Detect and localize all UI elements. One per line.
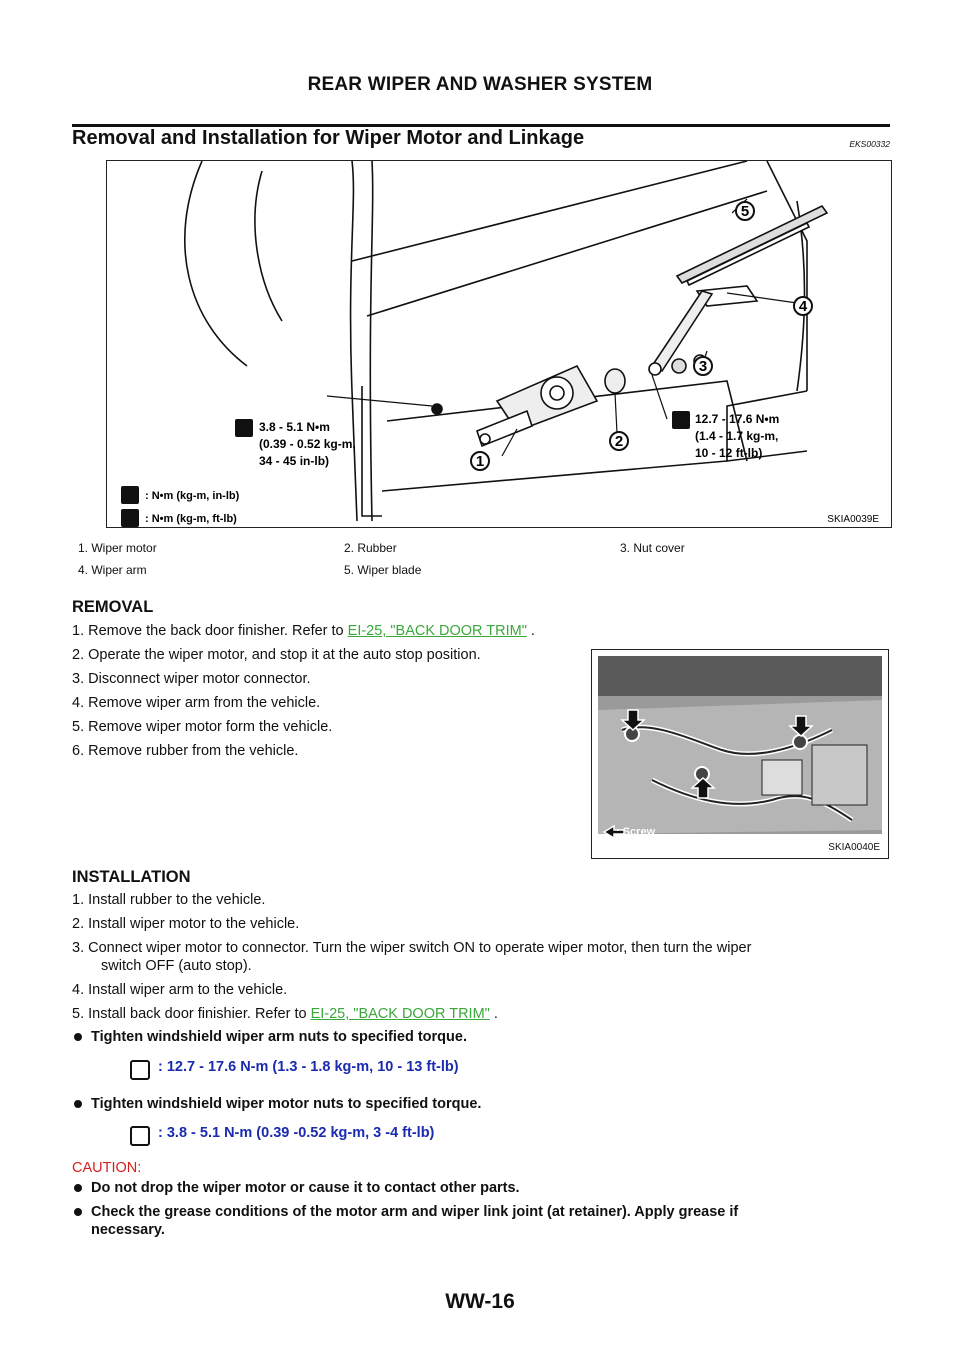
wiper-linkage-illustration bbox=[107, 161, 891, 527]
part-2: 2. Rubber bbox=[344, 541, 397, 555]
removal-step-6: 6. Remove rubber from the vehicle. bbox=[72, 743, 299, 759]
screw-location-photo bbox=[591, 649, 889, 859]
installation-step-1: 1. Install rubber to the vehicle. bbox=[72, 892, 266, 908]
bullet-dot bbox=[74, 1184, 82, 1192]
page-header: REAR WIPER AND WASHER SYSTEM bbox=[307, 74, 653, 95]
installation-step-3-cont: switch OFF (auto stop). bbox=[101, 958, 252, 974]
removal-step-4: 4. Remove wiper arm from the vehicle. bbox=[72, 695, 321, 711]
part-1: 1. Wiper motor bbox=[78, 541, 157, 555]
callout-1: 1 bbox=[475, 453, 485, 470]
removal-back-door-trim-link[interactable]: EI-25, "BACK DOOR TRIM" bbox=[347, 623, 527, 639]
page-number: WW-16 bbox=[445, 1290, 515, 1313]
caution-label: CAUTION: bbox=[72, 1160, 142, 1176]
parts-legend bbox=[72, 537, 890, 581]
callout-2: 2 bbox=[614, 433, 624, 450]
bullet-dot bbox=[74, 1100, 82, 1108]
figure2-id: SKIA0040E bbox=[828, 842, 880, 853]
removal-step-2: 2. Operate the wiper motor, and stop it at the auto stop position. bbox=[72, 647, 481, 663]
torque-left-line-3: 34 - 45 in-lb) bbox=[259, 454, 330, 468]
callout-5: 5 bbox=[740, 203, 750, 220]
callout-3: 3 bbox=[698, 358, 708, 375]
removal-heading: REMOVAL bbox=[72, 598, 154, 616]
installation-step-2: 2. Install wiper motor to the vehicle. bbox=[72, 916, 300, 932]
part-3: 3. Nut cover bbox=[620, 541, 685, 555]
torque-right-line-1: 12.7 - 17.6 N•m bbox=[695, 412, 780, 426]
spec-arm-torque: : 12.7 - 17.6 N-m (1.3 - 1.8 kg-m, 10 - 13 ft-lb) bbox=[158, 1059, 459, 1075]
bullet-arm-torque: Tighten windshield wiper arm nuts to specified torque. bbox=[74, 1029, 467, 1045]
caution-item-1: Do not drop the wiper motor or cause it to contact other parts. bbox=[74, 1180, 520, 1196]
torque-right-line-2: (1.4 - 1.7 kg-m, bbox=[695, 429, 779, 443]
removal-step-3: 3. Disconnect wiper motor connector. bbox=[72, 671, 311, 687]
bullet-dot bbox=[74, 1033, 82, 1041]
installation-step-3: 3. Connect wiper motor to connector. Turn the wiper switch ON to operate wiper motor, then turn the wiper bbox=[72, 940, 752, 956]
callout-4: 4 bbox=[798, 298, 808, 315]
installation-heading: INSTALLATION bbox=[72, 868, 191, 886]
unit-legend-in-lb: : N•m (kg-m, in-lb) bbox=[145, 490, 240, 502]
spec-motor-torque: : 3.8 - 5.1 N-m (0.39 -0.52 kg-m, 3 -4 ft-lb) bbox=[158, 1125, 435, 1141]
torque-left-line-2: (0.39 - 0.52 kg-m, bbox=[259, 437, 356, 451]
part-5: 5. Wiper blade bbox=[344, 563, 422, 577]
torque-left-line-1: 3.8 - 5.1 N•m bbox=[259, 420, 330, 434]
bullet-dot bbox=[74, 1208, 82, 1216]
torque-icon bbox=[130, 1060, 150, 1080]
caution-item-2: Check the grease conditions of the motor arm and wiper link joint (at retainer). Apply grease if bbox=[74, 1204, 738, 1220]
installation-step-5: 5. Install back door finishier. Refer to EI-25, "BACK DOOR TRIM" . bbox=[72, 1006, 498, 1022]
section-title: Removal and Installation for Wiper Motor and Linkage bbox=[72, 127, 585, 149]
unit-legend-ft-lb: : N•m (kg-m, ft-lb) bbox=[145, 513, 237, 525]
wiper-motor-linkage-figure bbox=[106, 160, 892, 528]
figure1-id: SKIA0039E bbox=[827, 514, 879, 525]
installation-step-4: 4. Install wiper arm to the vehicle. bbox=[72, 982, 288, 998]
screw-legend: : Screw bbox=[616, 826, 656, 838]
removal-step-1: 1. Remove the back door finisher. Refer to EI-25, "BACK DOOR TRIM" . bbox=[72, 623, 535, 639]
bullet-motor-torque: Tighten windshield wiper motor nuts to specified torque. bbox=[74, 1096, 481, 1112]
torque-icon bbox=[130, 1126, 150, 1146]
installation-back-door-trim-link[interactable]: EI-25, "BACK DOOR TRIM" bbox=[310, 1006, 490, 1022]
torque-right-line-3: 10 - 12 ft-lb) bbox=[695, 446, 763, 460]
caution-item-2-cont: necessary. bbox=[91, 1222, 165, 1238]
section-code: EKS00332 bbox=[849, 139, 890, 149]
removal-step-5: 5. Remove wiper motor form the vehicle. bbox=[72, 719, 333, 735]
part-4: 4. Wiper arm bbox=[78, 563, 147, 577]
